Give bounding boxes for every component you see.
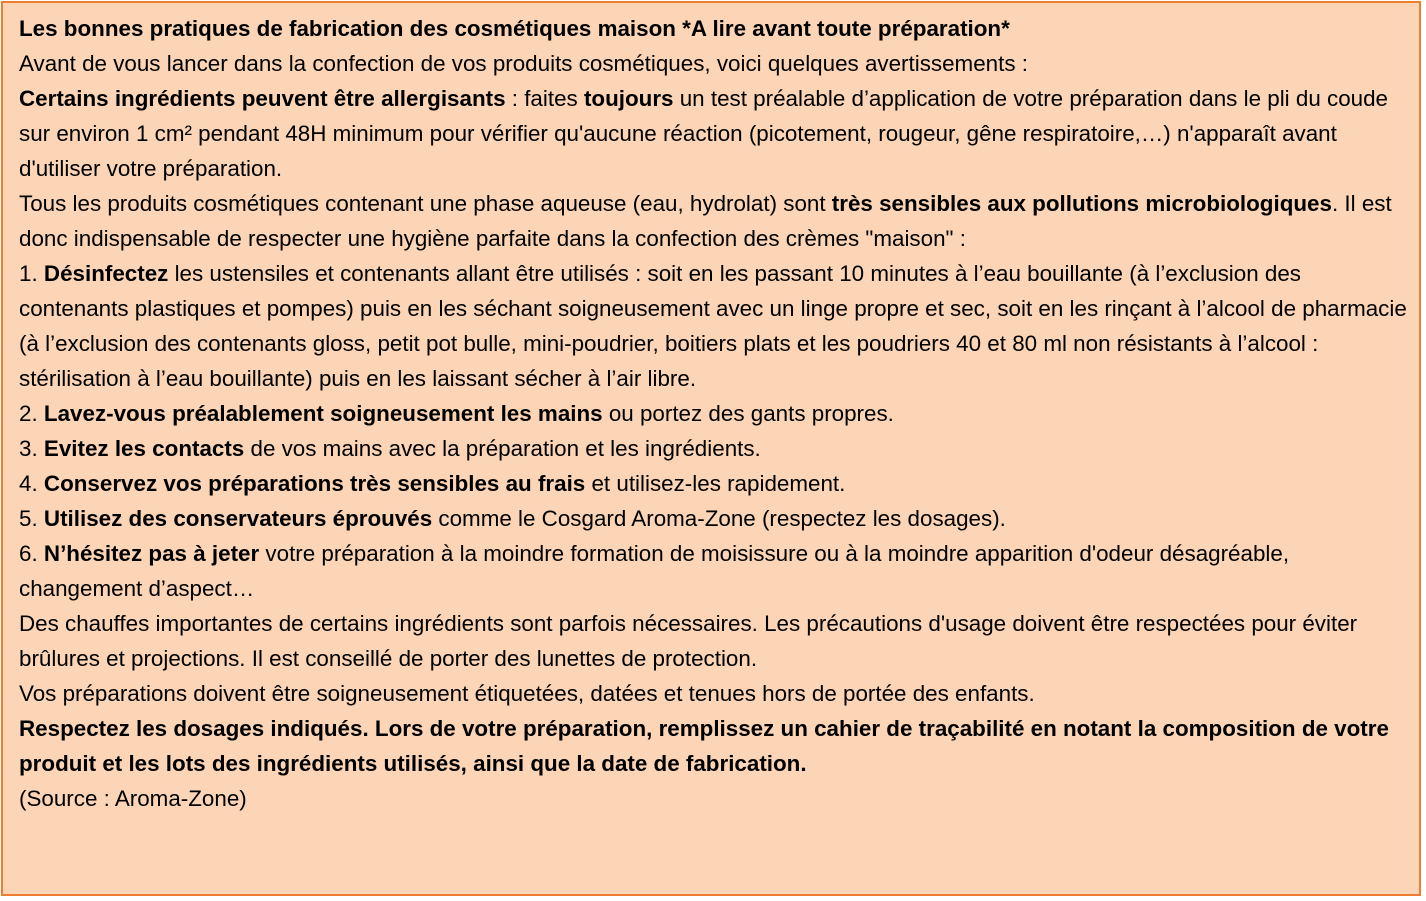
panel-title: Les bonnes pratiques de fabrication des cosmétiques maison *A lire avant toute préparation* <box>19 16 1010 41</box>
aqueous-paragraph: Tous les produits cosmétiques contenant une phase aqueuse (eau, hydrolat) sont très sensibles aux pollutions microbiologiques. Il est donc indispensable de respecter une hygiène parfaite dans la confection des crèmes "maison" : <box>19 191 1392 251</box>
allergy-warning: Certains ingrédients peuvent être allergisants <box>19 86 506 111</box>
allergy-always: toujours <box>583 86 674 111</box>
step-item: 4. Conservez vos préparations très sensibles au frais et utilisez-les rapidement. <box>19 471 846 496</box>
step-item: 3. Evitez les contacts de vos mains avec la préparation et les ingrédients. <box>19 436 761 461</box>
advice-panel <box>1 1 1421 896</box>
step-item: 5. Utilisez des conservateurs éprouvés comme le Cosgard Aroma-Zone (respectez les dosages). <box>19 506 1006 531</box>
intro-paragraph: Avant de vous lancer dans la confection de vos produits cosmétiques, voici quelques avertissements : <box>19 51 1028 76</box>
step-item: 2. Lavez-vous préalablement soigneusement les mains ou portez des gants propres. <box>19 401 894 426</box>
closing-paragraph: Respectez les dosages indiqués. Lors de votre préparation, remplissez un cahier de traçabilité en notant la composition de votre produit et les lots des ingrédients utilisés, ainsi que la date de fabrication. <box>19 716 1389 776</box>
labeling-paragraph: Vos préparations doivent être soigneusement étiquetées, datées et tenues hors de portée des enfants. <box>19 681 1035 706</box>
step-item: 6. N’hésitez pas à jeter votre préparation à la moindre formation de moisissure ou à la moindre apparition d'odeur désagréable, changement d’aspect… <box>19 541 1290 601</box>
source-note: (Source : Aroma-Zone) <box>19 786 247 811</box>
aqueous-warning: très sensibles aux pollutions microbiologiques <box>831 191 1332 216</box>
step-item: 1. Désinfectez les ustensiles et contenants allant être utilisés : soit en les passant 10 minutes à l’eau bouillante (à l’exclusion des contenants plastiques et pompes) puis en les séchant soigneusement avec un linge propre et sec, soit en les rinçant à l’alcool de pharmacie (à l’exclusion des contenants gloss, petit pot bulle, mini-poudrier, boitiers plats et les poudriers 40 et 80 ml non résistants à l’alcool : stérilisation à l’eau bouillante) puis en les laissant sécher à l’air libre. <box>19 261 1407 391</box>
heating-paragraph: Des chauffes importantes de certains ingrédients sont parfois nécessaires. Les précautions d'usage doivent être respectées pour éviter brûlures et projections. Il est conseillé de porter des lunettes de protection. <box>19 611 1358 671</box>
allergy-paragraph: Certains ingrédients peuvent être allergisants : faites toujours un test préalable d’application de votre préparation dans le pli du coude sur environ 1 cm² pendant 48H minimum pour vérifier qu'aucune réaction (picotement, rougeur, gêne respiratoire,…) n'apparaît avant d'utiliser votre préparation. <box>19 86 1388 181</box>
